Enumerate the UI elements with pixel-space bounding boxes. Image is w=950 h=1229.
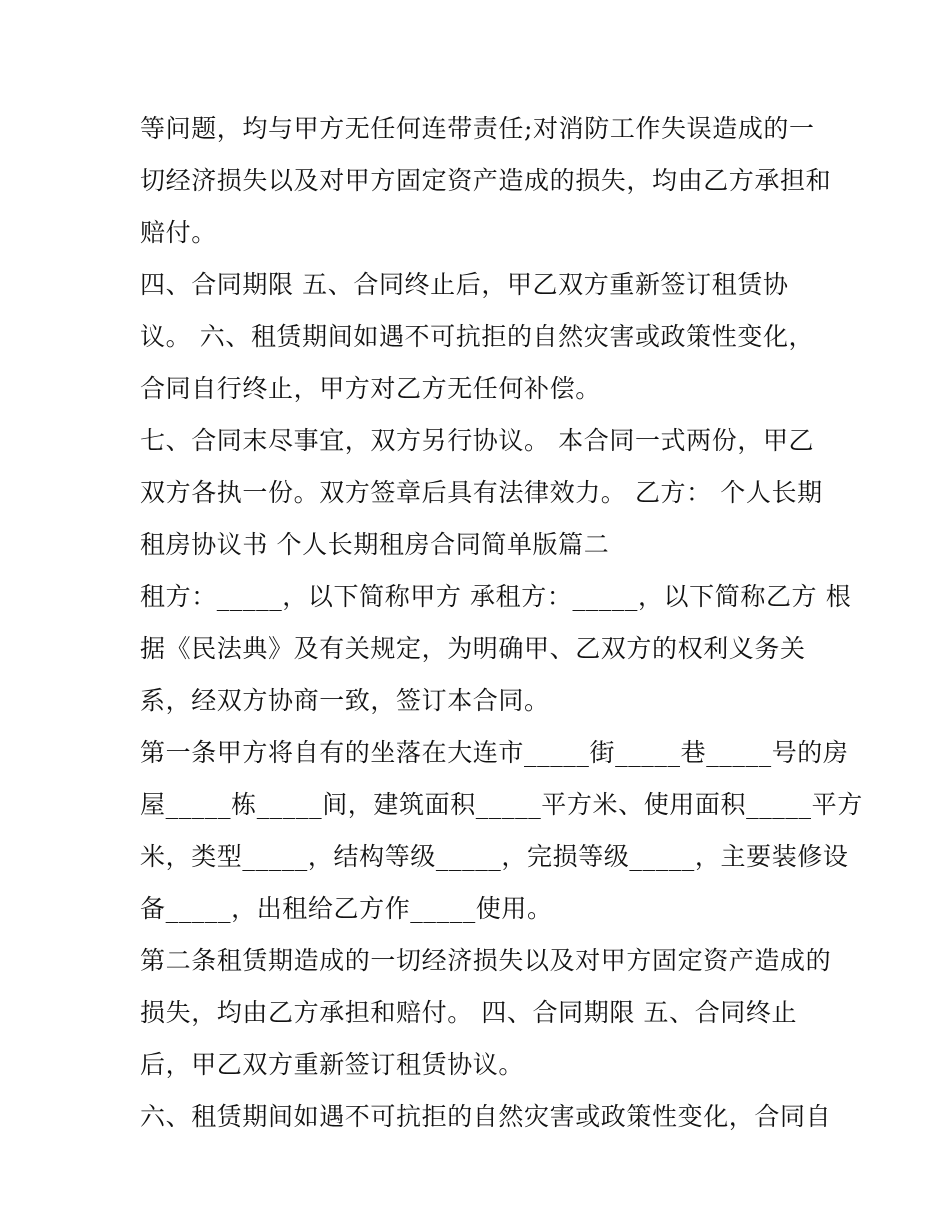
text-line: 备_____，出租给乙方作_____使用。 <box>140 894 553 923</box>
text-line: 屋_____栋_____间，建筑面积_____平方米、使用面积_____平方 <box>140 790 863 819</box>
text-line: 双方各执一份。双方签章后具有法律效力。 乙方： 个人长期 <box>140 478 823 507</box>
text-line: 赔付。 <box>140 218 217 247</box>
text-line: 四、合同期限 五、合同终止后，甲乙双方重新签订租赁协 <box>140 270 789 299</box>
text-line: 第二条租赁期造成的一切经济损失以及对甲方固定资产造成的 <box>140 946 832 975</box>
text-line: 损失，均由乙方承担和赔付。 四、合同期限 五、合同终止 <box>140 998 798 1027</box>
text-line: 议。 六、租赁期间如遇不可抗拒的自然灾害或政策性变化， <box>140 322 815 351</box>
text-line: 租方：_____，以下简称甲方 承租方：_____，以下简称乙方 根 <box>140 582 852 611</box>
text-line: 切经济损失以及对甲方固定资产造成的损失，均由乙方承担和 <box>140 166 832 195</box>
text-line: 等问题，均与甲方无任何连带责任;对消防工作失误造成的一 <box>140 114 815 143</box>
text-line: 合同自行终止，甲方对乙方无任何补偿。 <box>140 374 601 403</box>
text-line: 租房协议书 个人长期租房合同简单版篇二 <box>140 530 610 559</box>
document-body <box>140 103 863 1143</box>
text-line: 米，类型_____，结构等级_____，完损等级_____，主要装修设 <box>140 842 849 871</box>
text-line: 六、租赁期间如遇不可抗拒的自然灾害或政策性变化，合同自 <box>140 1102 832 1131</box>
text-line: 七、合同末尽事宜，双方另行协议。 本合同一式两份，甲乙 <box>140 426 815 455</box>
text-line: 系，经双方协商一致，签订本合同。 <box>140 686 550 715</box>
text-line: 第一条甲方将自有的坐落在大连市_____街_____巷_____号的房 <box>140 738 849 767</box>
text-line: 后，甲乙双方重新签订租赁协议。 <box>140 1050 525 1079</box>
text-line: 据《民法典》及有关规定，为明确甲、乙双方的权利义务关 <box>140 634 806 663</box>
